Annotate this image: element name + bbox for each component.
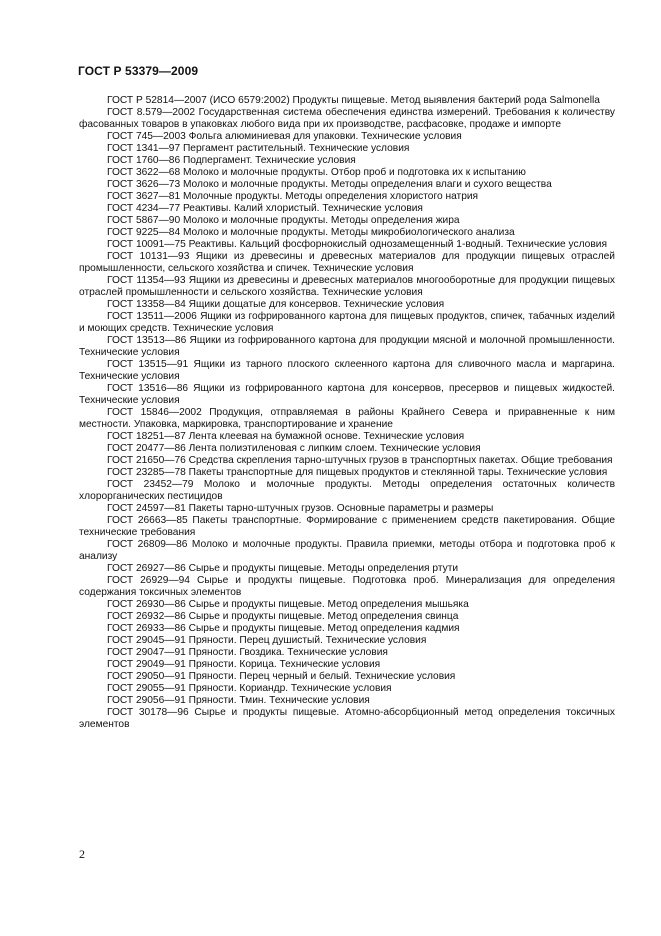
reference-item: ГОСТ 13513—86 Ящики из гофрированного картона для продукции мясной и молочной промышленности. Технические условия	[79, 335, 615, 358]
standard-header: ГОСТ Р 53379—2009	[78, 64, 199, 78]
reference-item: ГОСТ 29045—91 Пряности. Перец душистый. Технические условия	[107, 635, 427, 646]
reference-item: ГОСТ 23452—79 Молоко и молочные продукты. Методы определения остаточных количеств хлорорганических пестицидов	[79, 479, 615, 502]
reference-item: ГОСТ 10091—75 Реактивы. Кальций фосфорнокислый однозамещенный 1-водный. Технические условия	[107, 239, 607, 250]
reference-item: ГОСТ 29049—91 Пряности. Корица. Технические условия	[107, 659, 381, 670]
reference-item: ГОСТ 13358—84 Ящики дощатые для консервов. Технические условия	[107, 299, 445, 310]
reference-item: ГОСТ 13511—2006 Ящики из гофрированного картона для пищевых продуктов, спичек, табачных изделий и моющих средств. Технические условия	[79, 311, 615, 334]
reference-item: ГОСТ 26930—86 Сырье и продукты пищевые. Метод определения мышьяка	[107, 599, 469, 610]
reference-item: ГОСТ 18251—87 Лента клеевая на бумажной основе. Технические условия	[107, 431, 465, 442]
reference-item: ГОСТ 29055—91 Пряности. Кориандр. Технические условия	[107, 683, 392, 694]
reference-item: ГОСТ 26932—86 Сырье и продукты пищевые. Метод определения свинца	[107, 611, 459, 622]
reference-item: ГОСТ 23285—78 Пакеты транспортные для пищевых продуктов и стеклянной тары. Технические условия	[107, 467, 608, 478]
reference-item: ГОСТ 3622—68 Молоко и молочные продукты. Отбор проб и подготовка их к испытанию	[107, 167, 526, 178]
reference-item: ГОСТ 5867—90 Молоко и молочные продукты. Методы определения жира	[107, 215, 460, 226]
reference-item: ГОСТ 26927—86 Сырье и продукты пищевые. Методы определения ртути	[107, 563, 459, 574]
reference-item: ГОСТ 21650—76 Средства скрепления тарно-штучных грузов в транспортных пакетах. Общие требования	[107, 455, 613, 466]
reference-item: ГОСТ 26663—85 Пакеты транспортные. Формирование с применением средств пакетирования. Общие технические требования	[79, 515, 615, 538]
reference-item: ГОСТ 29050—91 Пряности. Перец черный и белый. Технические условия	[107, 671, 456, 682]
reference-item: ГОСТ 30178—96 Сырье и продукты пищевые. Атомно-абсорбционный метод определения токсичных элементов	[79, 707, 615, 730]
reference-item: ГОСТ 9225—84 Молоко и молочные продукты. Методы микробиологического анализа	[107, 227, 515, 238]
reference-item: ГОСТ 1341—97 Пергамент растительный. Технические условия	[107, 143, 410, 154]
reference-item: ГОСТ 29056—91 Пряности. Тмин. Технические условия	[107, 695, 370, 706]
reference-item: ГОСТ 26809—86 Молоко и молочные продукты. Правила приемки, методы отбора и подготовка проб к анализу	[79, 539, 615, 562]
reference-item: ГОСТ 13516—86 Ящики из гофрированного картона для консервов, пресервов и пищевых жидкостей. Технические условия	[79, 383, 615, 406]
reference-item: ГОСТ 3627—81 Молочные продукты. Методы определения хлористого натрия	[107, 191, 479, 202]
reference-item: ГОСТ 10131—93 Ящики из древесины и древесных материалов для продукции пищевых отраслей промышленности, сельского хозяйства и спичек. Технические условия	[79, 251, 615, 274]
reference-item: ГОСТ Р 52814—2007 (ИСО 6579:2002) Продукты пищевые. Метод выявления бактерий рода Salmonella	[107, 95, 600, 106]
reference-item: ГОСТ 8.579—2002 Государственная система обеспечения единства измерений. Требования к количеству фасованных товаров в упаковках любого вида при их производстве, расфасовке, продаже и импорте	[79, 107, 615, 130]
reference-item: ГОСТ 11354—93 Ящики из древесины и древесных материалов многооборотные для продукции пищевых отраслей промышленности и сельского хозяйства. Технические условия	[79, 275, 615, 298]
reference-item: ГОСТ 3626—73 Молоко и молочные продукты. Методы определения влаги и сухого вещества	[107, 179, 552, 190]
reference-item: ГОСТ 20477—86 Лента полиэтиленовая с липким слоем. Технические условия	[107, 443, 481, 454]
reference-item: ГОСТ 26929—94 Сырье и продукты пищевые. Подготовка проб. Минерализация для определения содержания токсичных элементов	[79, 575, 615, 598]
reference-item: ГОСТ 4234—77 Реактивы. Калий хлористый. Технические условия	[107, 203, 423, 214]
normative-references-list	[79, 95, 615, 731]
reference-item: ГОСТ 29047—91 Пряности. Гвоздика. Технические условия	[107, 647, 388, 658]
reference-item: ГОСТ 745—2003 Фольга алюминиевая для упаковки. Технические условия	[107, 131, 462, 142]
reference-item: ГОСТ 13515—91 Ящики из тарного плоского склеенного картона для сливочного масла и маргарина. Технические условия	[79, 359, 615, 382]
reference-item: ГОСТ 15846—2002 Продукция, отправляемая в районы Крайнего Севера и приравненные к ним местности. Упаковка, маркировка, транспортирование и хранение	[79, 407, 615, 430]
page-number: 2	[79, 847, 85, 861]
reference-item: ГОСТ 1760—86 Подпергамент. Технические условия	[107, 155, 356, 166]
reference-item: ГОСТ 26933—86 Сырье и продукты пищевые. Метод определения кадмия	[107, 623, 460, 634]
reference-item: ГОСТ 24597—81 Пакеты тарно-штучных грузов. Основные параметры и размеры	[107, 503, 494, 514]
